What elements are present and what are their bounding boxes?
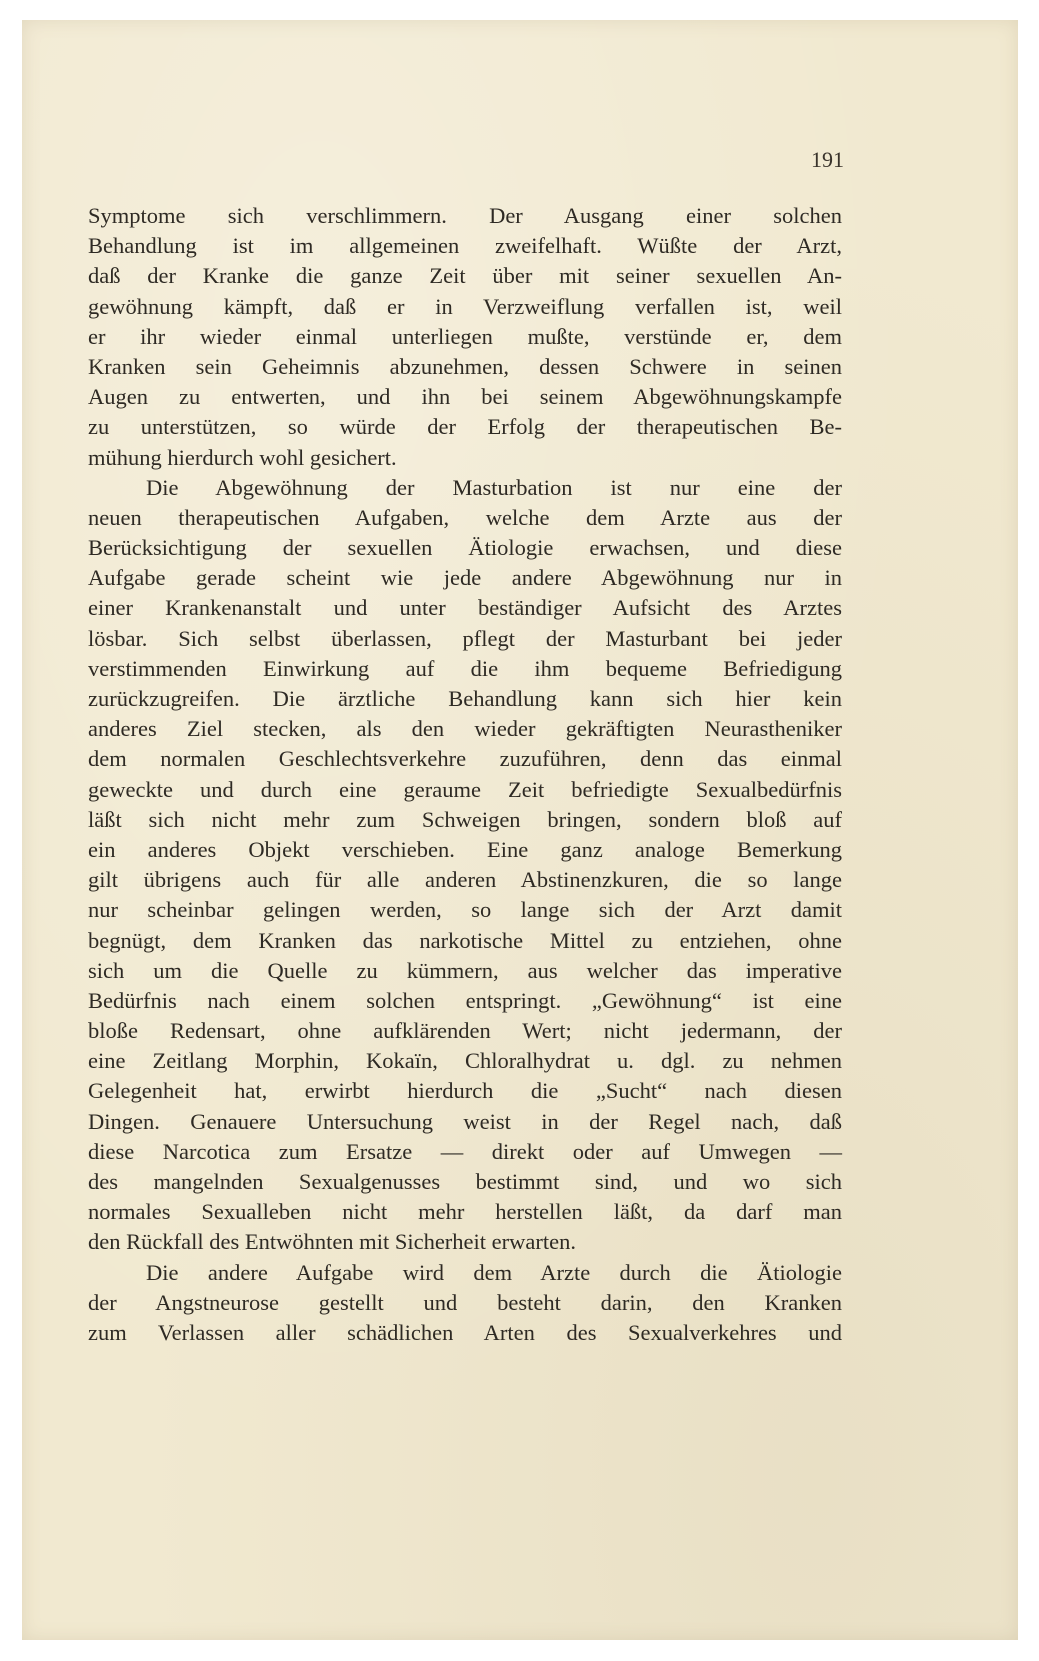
text-line: verstimmenden Einwirkung auf die ihm bequeme Befriedigung — [88, 655, 842, 681]
text-line: anderes Ziel stecken, als den wieder gekräftigten Neurastheniker — [88, 716, 842, 742]
text-line: des mangelnden Sexualgenusses bestimmt sind, und wo sich — [88, 1169, 842, 1194]
text-line: Augen zu entwerten, und ihn bei seinem Abgewöhnungskampfe — [88, 384, 842, 410]
text-line: sich um die Quelle zu kümmern, aus welcher das imperative — [88, 957, 842, 983]
text-line: Symptome sich verschlimmern. Der Ausgang einer solchen — [88, 203, 842, 228]
text-line: Aufgabe gerade scheint wie jede andere Abgewöhnung nur in — [88, 565, 842, 591]
text-line: dem normalen Geschlechtsverkehre zuzuführen, denn das einmal — [88, 746, 842, 772]
text-line: läßt sich nicht mehr zum Schweigen bringen, sondern bloß auf — [88, 806, 842, 832]
paragraph-start-line: Die andere Aufgabe wird dem Arzte durch die Ätiologie — [146, 1259, 842, 1285]
text-line: normales Sexualleben nicht mehr herstellen läßt, da darf man — [88, 1199, 842, 1225]
text-line: Gelegenheit hat, erwirbt hierdurch die „Sucht“ nach diesen — [88, 1078, 842, 1104]
text-line: gewöhnung kämpft, daß er in Verzweiflung verfallen ist, weil — [88, 293, 842, 319]
text-line: Kranken sein Geheimnis abzunehmen, dessen Schwere in seinen — [88, 353, 842, 379]
text-line: Berücksichtigung der sexuellen Ätiologie erwachsen, und diese — [88, 535, 842, 561]
text-line: nur scheinbar gelingen werden, so lange sich der Arzt damit — [88, 897, 842, 923]
text-line: eine Zeitlang Morphin, Kokaïn, Chloralhydrat u. dgl. zu nehmen — [88, 1048, 842, 1074]
paragraph-end-line: den Rückfall des Entwöhnten mit Sicherheit erwarten. — [88, 1229, 576, 1255]
text-line: zurückzugreifen. Die ärztliche Behandlung kann sich hier kein — [88, 686, 842, 711]
text-line: der Angstneurose gestellt und besteht darin, den Kranken — [88, 1289, 842, 1315]
text-line: neuen therapeutischen Aufgaben, welche dem Arzte aus der — [88, 504, 842, 530]
text-line: zu unterstützen, so würde der Erfolg der therapeutischen Be- — [88, 414, 842, 440]
text-line: er ihr wieder einmal unterliegen mußte, verstünde er, dem — [88, 323, 842, 349]
text-line: einer Krankenanstalt und unter beständiger Aufsicht des Arztes — [88, 595, 842, 621]
text-line: Bedürfnis nach einem solchen entspringt. „Gewöhnung“ ist eine — [88, 987, 842, 1013]
text-line: ein anderes Objekt verschieben. Eine ganz analoge Bemerkung — [88, 836, 842, 862]
page-number: 191 — [811, 147, 844, 172]
text-line: diese Narcotica zum Ersatze — direkt oder auf Umwegen — — [88, 1138, 842, 1164]
text-line: geweckte und durch eine geraume Zeit befriedigte Sexualbedürfnis — [88, 776, 842, 802]
paragraph-end-line: mühung hierdurch wohl gesichert. — [88, 444, 397, 470]
text-line: lösbar. Sich selbst überlassen, pflegt der Masturbant bei jeder — [88, 625, 842, 651]
text-line: daß der Kranke die ganze Zeit über mit seiner sexuellen An- — [88, 263, 842, 289]
body-text — [88, 201, 842, 1348]
paragraph-start-line: Die Abgewöhnung der Masturbation ist nur eine der — [146, 474, 842, 500]
text-line: Dingen. Genauere Untersuchung weist in der Regel nach, daß — [88, 1108, 842, 1134]
text-line: Behandlung ist im allgemeinen zweifelhaft. Wüßte der Arzt, — [88, 233, 842, 259]
text-line: begnügt, dem Kranken das narkotische Mittel zu entziehen, ohne — [88, 927, 842, 953]
text-line: gilt übrigens auch für alle anderen Abstinenzkuren, die so lange — [88, 867, 842, 893]
text-line: bloße Redensart, ohne aufklärenden Wert; nicht jedermann, der — [88, 1018, 842, 1044]
text-line: zum Verlassen aller schädlichen Arten des Sexualverkehres und — [88, 1319, 842, 1345]
book-page — [22, 20, 1018, 1640]
